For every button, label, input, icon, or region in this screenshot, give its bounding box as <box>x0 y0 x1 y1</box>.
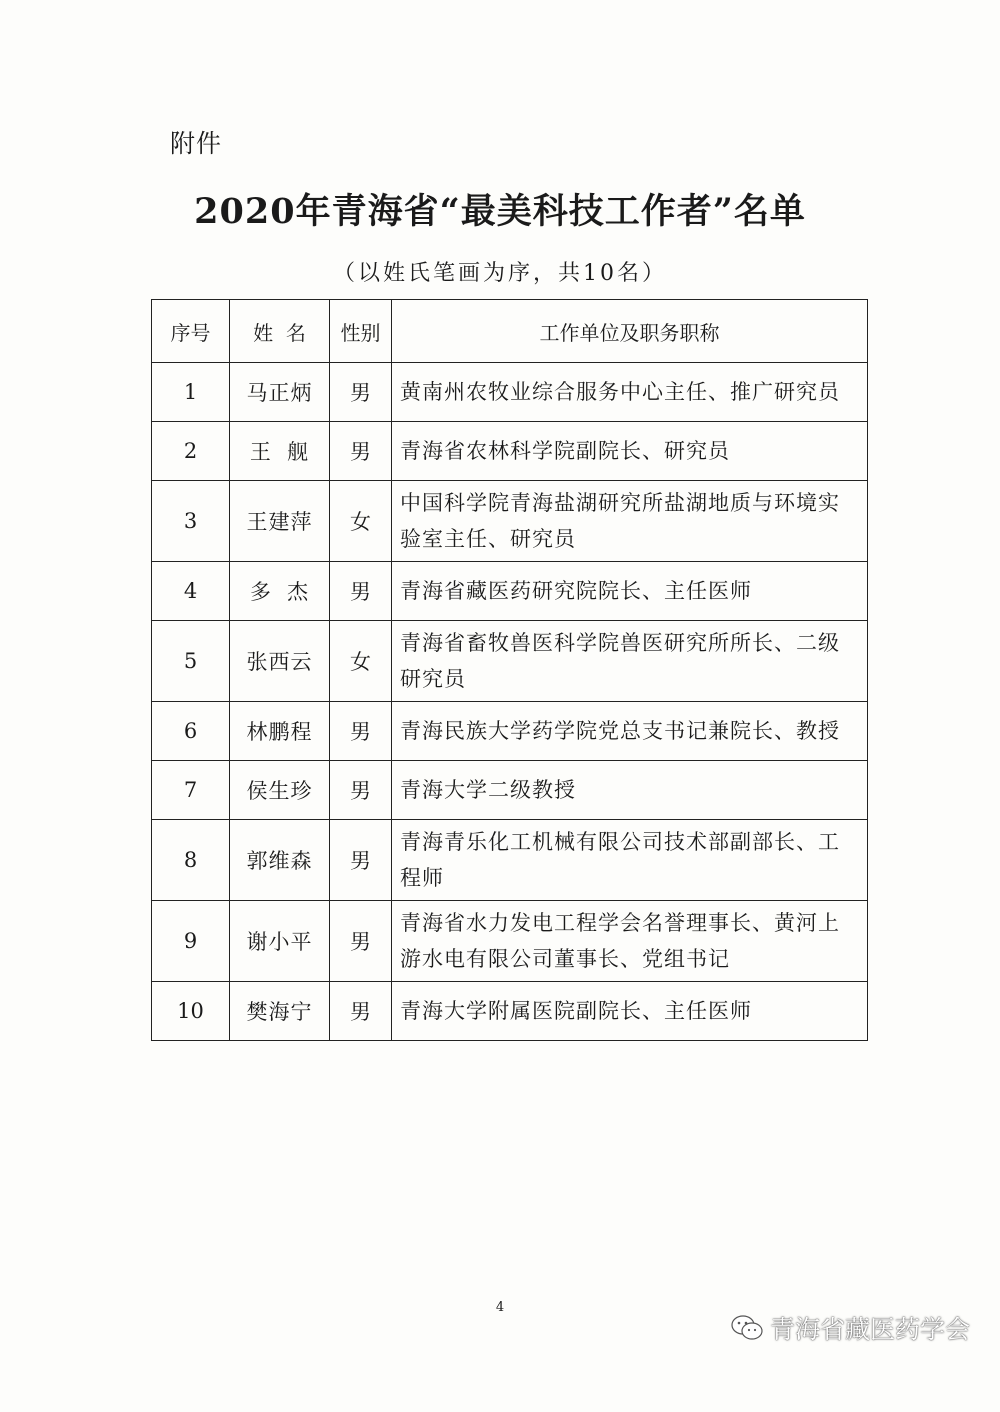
row-unit: 青海省畜牧兽医科学院兽医研究所所长、二级研究员 <box>392 621 868 702</box>
row-seq: 6 <box>152 702 230 761</box>
row-unit: 青海省水力发电工程学会名誉理事长、黄河上游水电有限公司董事长、党组书记 <box>392 901 868 982</box>
header-unit: 工作单位及职务职称 <box>392 300 868 363</box>
row-unit: 青海青乐化工机械有限公司技术部副部长、工程师 <box>392 820 868 901</box>
row-unit: 青海民族大学药学院党总支书记兼院长、教授 <box>392 702 868 761</box>
row-seq: 4 <box>152 562 230 621</box>
row-seq: 9 <box>152 901 230 982</box>
row-gender: 男 <box>330 820 392 901</box>
table-row <box>152 901 868 982</box>
row-unit: 黄南州农牧业综合服务中心主任、推广研究员 <box>392 363 868 422</box>
row-gender: 男 <box>330 562 392 621</box>
row-gender: 女 <box>330 481 392 562</box>
row-gender: 男 <box>330 702 392 761</box>
row-unit: 中国科学院青海盐湖研究所盐湖地质与环境实验室主任、研究员 <box>392 481 868 562</box>
row-name: 多 杰 <box>230 562 330 621</box>
row-name: 郭维森 <box>230 820 330 901</box>
table-row <box>152 702 868 761</box>
header-gender: 性别 <box>330 300 392 363</box>
table-row <box>152 820 868 901</box>
row-seq: 7 <box>152 761 230 820</box>
row-name: 樊海宁 <box>230 982 330 1041</box>
row-name: 谢小平 <box>230 901 330 982</box>
table-row <box>152 562 868 621</box>
row-name: 张西云 <box>230 621 330 702</box>
row-unit: 青海省藏医药研究院院长、主任医师 <box>392 562 868 621</box>
row-seq: 3 <box>152 481 230 562</box>
watermark-text: 青海省藏医药学会 <box>769 1315 970 1344</box>
row-name: 马正炳 <box>230 363 330 422</box>
page-number: 4 <box>495 1300 505 1315</box>
wechat-icon <box>730 1313 764 1343</box>
row-name: 林鹏程 <box>230 702 330 761</box>
row-seq: 8 <box>152 820 230 901</box>
row-unit: 青海大学二级教授 <box>392 761 868 820</box>
table-header-row <box>152 300 868 363</box>
attachment-label: 附件 <box>170 129 223 158</box>
row-name: 侯生珍 <box>230 761 330 820</box>
table-row <box>152 982 868 1041</box>
table-row <box>152 422 868 481</box>
row-gender: 男 <box>330 901 392 982</box>
table-row <box>152 363 868 422</box>
subtitle: （以姓氏笔画为序，共10名） <box>333 261 667 286</box>
row-seq: 2 <box>152 422 230 481</box>
header-seq: 序号 <box>152 300 230 363</box>
row-unit: 青海省农林科学院副院长、研究员 <box>392 422 868 481</box>
row-gender: 男 <box>330 982 392 1041</box>
row-name: 王建萍 <box>230 481 330 562</box>
row-name: 王 舰 <box>230 422 330 481</box>
watermark <box>730 1310 970 1346</box>
row-gender: 男 <box>330 422 392 481</box>
row-seq: 1 <box>152 363 230 422</box>
row-seq: 5 <box>152 621 230 702</box>
page-title: 2020年青海省“最美科技工作者”名单 <box>194 191 806 232</box>
roster-table <box>151 299 868 1041</box>
table-row <box>152 621 868 702</box>
table-row <box>152 481 868 562</box>
row-unit: 青海大学附属医院副院长、主任医师 <box>392 982 868 1041</box>
table-row <box>152 761 868 820</box>
row-gender: 男 <box>330 761 392 820</box>
header-name: 姓 名 <box>230 300 330 363</box>
row-seq: 10 <box>152 982 230 1041</box>
row-gender: 女 <box>330 621 392 702</box>
row-gender: 男 <box>330 363 392 422</box>
